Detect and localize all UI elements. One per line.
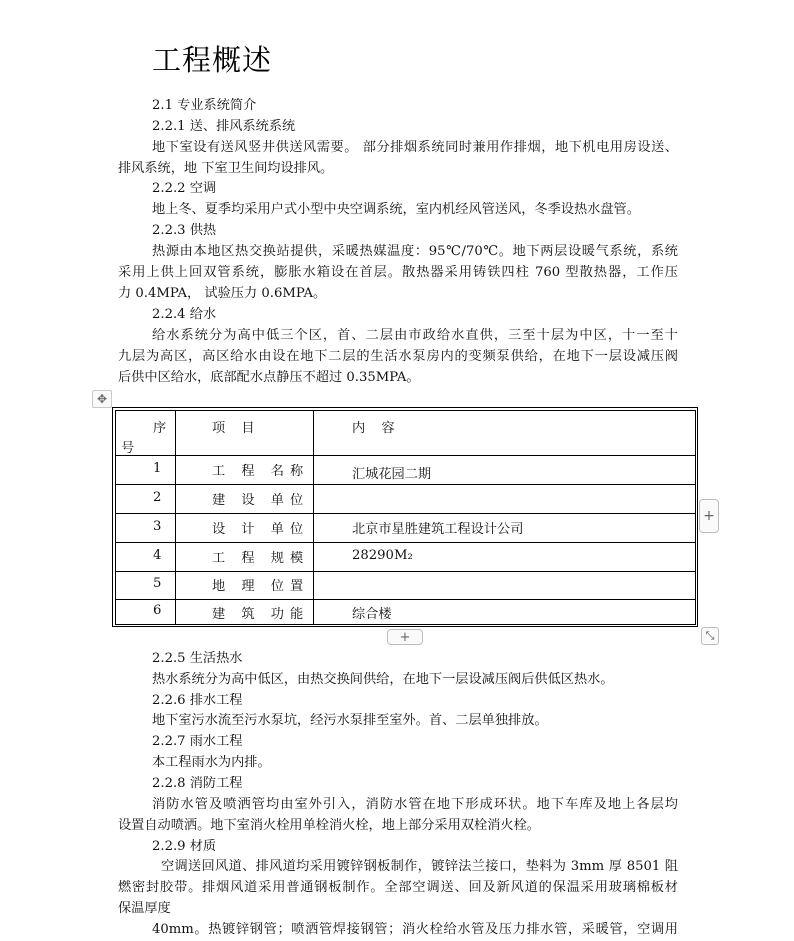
row-3-item: 设 计 单位 xyxy=(212,522,310,537)
section-heading-2-2-4: 2.2.4 给水 xyxy=(152,307,217,322)
paragraph-line: 40mm。热镀锌钢管；喷洒管焊接钢管；消火栓给水管及压力排水管，采暖管，空调用 xyxy=(152,922,678,937)
section-heading-2-2-6: 2.2.6 排水工程 xyxy=(152,693,243,708)
paragraph-line: 保温厚度 xyxy=(118,901,171,916)
paragraph-line: 本工程雨水为内排。 xyxy=(152,755,271,770)
page-title: 工程概述 xyxy=(152,43,273,77)
section-heading-2-2-1: 2.2.1 送、排风系统系统 xyxy=(152,119,296,134)
section-heading-2-2-5: 2.2.5 生活热水 xyxy=(152,651,243,666)
section-heading-2-2-9: 2.2.9 材质 xyxy=(152,839,217,854)
paragraph-line: 空调送回风道、排风道均采用镀锌钢板制作，镀锌法兰接口，垫料为 3mm 厚 8501 阻 xyxy=(152,859,678,874)
row-5-no: 5 xyxy=(153,576,162,591)
paragraph-line: 九层为高区，高区给水由设在地下二层的生活水泵房内的变频泵供给，在地下一层设减压阀 xyxy=(118,349,678,364)
header-item: 项 目 xyxy=(212,421,261,436)
table-resize-icon[interactable]: ⤡ xyxy=(701,627,719,645)
row-4-item: 工 程 规模 xyxy=(212,551,310,566)
row-4-no: 4 xyxy=(153,548,162,563)
paragraph-line: 地下室设有送风竖井供送风需要。 部分排烟系统同时兼用作排烟，地下机电用房设送、 xyxy=(152,140,678,155)
section-heading-2-2-7: 2.2.7 雨水工程 xyxy=(152,734,243,749)
row-1-content: 汇城花园二期 xyxy=(352,467,432,482)
paragraph-line: 后供中区给水，底部配水点静压不超过 0.35MPA。 xyxy=(118,370,420,385)
row-1-no: 1 xyxy=(153,461,162,476)
table-move-handle[interactable]: ✥ xyxy=(92,390,112,408)
paragraph-line: 采用上供上回双管系统，膨胀水箱设在首层。散热器采用铸铁四柱 760 型散热器，工作压 xyxy=(118,265,678,280)
paragraph-line: 热源由本地区热交换站提供，采暖热媒温度：95℃/70℃。地下两层设暖气系统，系统 xyxy=(152,244,678,259)
paragraph-line: 力 0.4MPA， 试验压力 0.6MPA。 xyxy=(118,286,327,301)
header-no-part2: 号 xyxy=(121,441,135,456)
row-2-no: 2 xyxy=(153,490,162,505)
paragraph-line: 地下室污水流至污水泵坑，经污水泵排至室外。首、二层单独排放。 xyxy=(152,713,548,728)
row-4-content: 28290M₂ xyxy=(352,548,413,563)
header-no-part1: 序 xyxy=(153,421,167,436)
row-6-no: 6 xyxy=(153,603,162,618)
paragraph-line: 地上冬、夏季均采用户式小型中央空调系统，室内机经风管送风，冬季设热水盘管。 xyxy=(152,202,640,217)
row-3-content: 北京市星胜建筑工程设计公司 xyxy=(352,522,524,537)
section-heading-2-2-2: 2.2.2 空调 xyxy=(152,181,217,196)
paragraph-line: 给水系统分为高中低三个区，首、二层由市政给水直供，三至十层为中区，十一至十 xyxy=(152,328,678,343)
section-heading-2-1: 2.1 专业系统简介 xyxy=(152,98,257,113)
row-2-item: 建 设 单位 xyxy=(212,493,310,508)
paragraph-line: 排风系统，地 下室卫生间均设排风。 xyxy=(118,161,334,176)
paragraph-line: 热水系统分为高中低区，由热交换间供给，在地下一层设减压阀后供低区热水。 xyxy=(152,672,614,687)
add-column-button[interactable]: + xyxy=(699,499,719,533)
section-heading-2-2-3: 2.2.3 供热 xyxy=(152,223,217,238)
row-6-content: 综合楼 xyxy=(352,607,392,622)
add-row-button[interactable]: + xyxy=(387,629,423,645)
project-info-table xyxy=(112,407,698,627)
section-heading-2-2-8: 2.2.8 消防工程 xyxy=(152,776,243,791)
row-1-item: 工 程 名称 xyxy=(212,464,310,479)
paragraph-line: 消防水管及喷洒管均由室外引入，消防水管在地下形成环状。地下车库及地上各层均 xyxy=(152,797,678,812)
header-content: 内 容 xyxy=(352,421,401,436)
paragraph-line: 设置自动喷洒。地下室消火栓用单栓消火栓，地上部分采用双栓消火栓。 xyxy=(118,818,540,833)
paragraph-line: 燃密封胶带。排烟风道采用普通钢板制作。全部空调送、回及新风道的保温采用玻璃棉板材 xyxy=(118,880,678,895)
row-5-item: 地 理 位置 xyxy=(212,579,310,594)
row-3-no: 3 xyxy=(153,519,162,534)
row-6-item: 建 筑 功能 xyxy=(212,607,310,622)
